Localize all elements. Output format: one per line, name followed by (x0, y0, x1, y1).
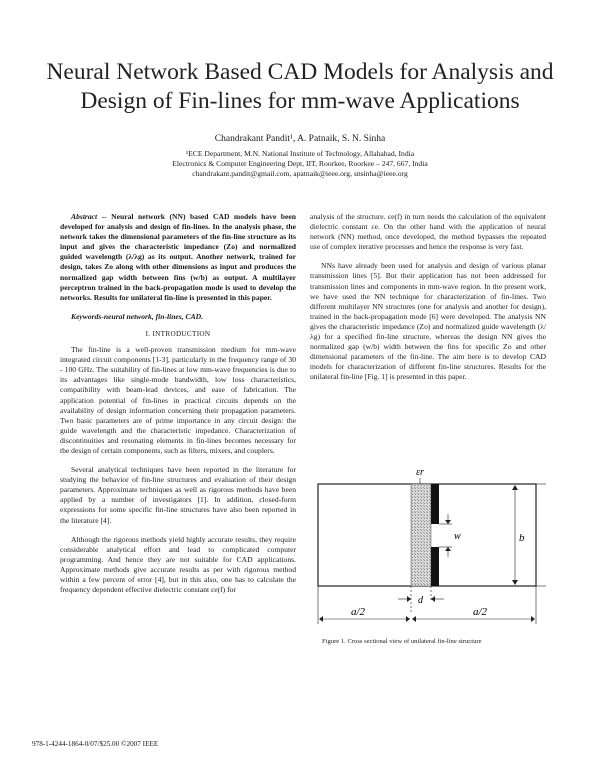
label-w: w (454, 531, 461, 542)
label-er: εr (416, 467, 424, 478)
label-b: b (519, 532, 525, 544)
abstract (60, 212, 296, 303)
right-paragraph-1: analysis of the structure. εe(f) in turn needs the calculation of the equivalent dielectric constant εe. On the other hand with the application of neural network (NN) method, once developed, the method bypasses the repeated use of complex iterative processes and hence the response is very fast. (310, 212, 546, 252)
title-line-1: Neural Network Based CAD Models for Analysis and (46, 59, 554, 85)
intro-paragraph-3: Although the rigorous methods yield highly accurate results, they require considerable analytical effort and lead to complicated computer programming. And hence they are not suitable for CAD applications. Approximate methods give accurate results as per with rigorous method within a few percent of error [4], but in this also, one has to calculate the frequency dependent effective dielectric constant εe(f) for (60, 534, 296, 595)
figure-caption: Figure 1. Cross sectional view of unilateral fin-line structure (322, 638, 482, 645)
lower-fin (431, 547, 439, 586)
label-a-half-left: a/2 (350, 606, 366, 618)
intro-paragraph-2: Several analytical techniques have been reported in the literature for studying the behavior of fin-line structures and evaluation of their design parameters. Approximate techniques as well as rigorous methods have been applied by a number of investigators [1]. In addition, closed-form expressions for some specific fin-line structures have also been reported in the literature [4]. (60, 465, 296, 525)
author-emails: chandrakant.pandit@gmail.com, apatnaik@ieee.org, snsinha@ieee.org (192, 169, 408, 179)
affiliation-line-2: Electronics & Computer Engineering Dept, IIT, Roorkee, Roorkee – 247, 667, India (172, 159, 428, 169)
abstract-text: -- Neural network (NN) based CAD models have been developed for analysis and design of fin-lines. In the analysis phase, the network takes the dimensional parameters of the fin-line structure as its input and gives the characteristic impedance (Zo) and normalized guided wavelength (λ/λg) as its output. Another network, trained for design, takes Zo along with other dimensions as input and produces the normalized gap width between fins (w/b) as output. A multilayer perceptron trained in the back-propagation mode is used to develop the networks. Results for unilateral fin-line is presented in this paper. (60, 212, 296, 302)
upper-fin (431, 484, 439, 524)
paper-title (40, 58, 560, 116)
finline-figure (310, 452, 550, 632)
label-d: d (418, 595, 423, 606)
affiliation-line-1: ¹ECE Department, M.N. National Institute of Technology, Allahabad, India (185, 149, 415, 158)
right-paragraph-2: NNs have already been used for analysis and design of various planar transmission lines [5]. But their application has not been addressed for transmission lines and components in mm-wave region. In the present work, we have used the NN technique for characterization of fin-lines. Two different multilayer NN structures (one for analysis and another for design), trained in the back-propagation mode [6] were developed. The analysis NN gives the characteristic impedance (Zo) and normalized guide wavelength (λ/λg) for a specified fin-line structure, whereas the design NN gives the normalized gap (w/b) width between the fins for specific Zo and other dimensional parameters of the fin-line. The aim here is to develop CAD models for characterization of different fin-line structures. Results for the unilateral fin-line [Fig. 1] is presented in this paper. (310, 261, 546, 382)
dielectric-substrate (411, 484, 431, 586)
title-line-2: Design of Fin-lines for mm-wave Applications (80, 88, 520, 114)
affiliations (60, 149, 540, 180)
section-heading-introduction: I. INTRODUCTION (145, 329, 211, 338)
page-footer: 978-1-4244-1864-0/07/$25.00 ©2007 IEEE (32, 740, 159, 748)
keywords: Keywords-neural network, fin-lines, CAD. (71, 311, 204, 321)
abstract-label: Abstract (71, 212, 98, 221)
left-column (60, 212, 296, 595)
label-a-half-right: a/2 (472, 606, 488, 618)
author-list: Chandrakant Pandit¹, A. Patnaik, S. N. Sinha (214, 134, 386, 144)
right-column (310, 212, 546, 383)
intro-paragraph-1: The fin-line is a well-proven transmission medium for mm-wave integrated circuit components [1-3], particularly in the frequency range of 30 - 100 GHz. The suitability of fin-lines at low mm-wave frequencies is due to its advantages like single-mode bandwidth, low loss characteristics, compatibility with beam-lead devices, and ease of fabrication. The application potential of fin-lines in practical circuits depends on the availability of design information concerning their propagation parameters. Two basic parameters are of prime importance in any circuit design: the guide wavelength and the characteristic impedance. Characterization of discontinuities and resonating elements in fin-lines becomes necessary for the design of certain components, such as filters, mixers, and couplers. (60, 345, 296, 455)
